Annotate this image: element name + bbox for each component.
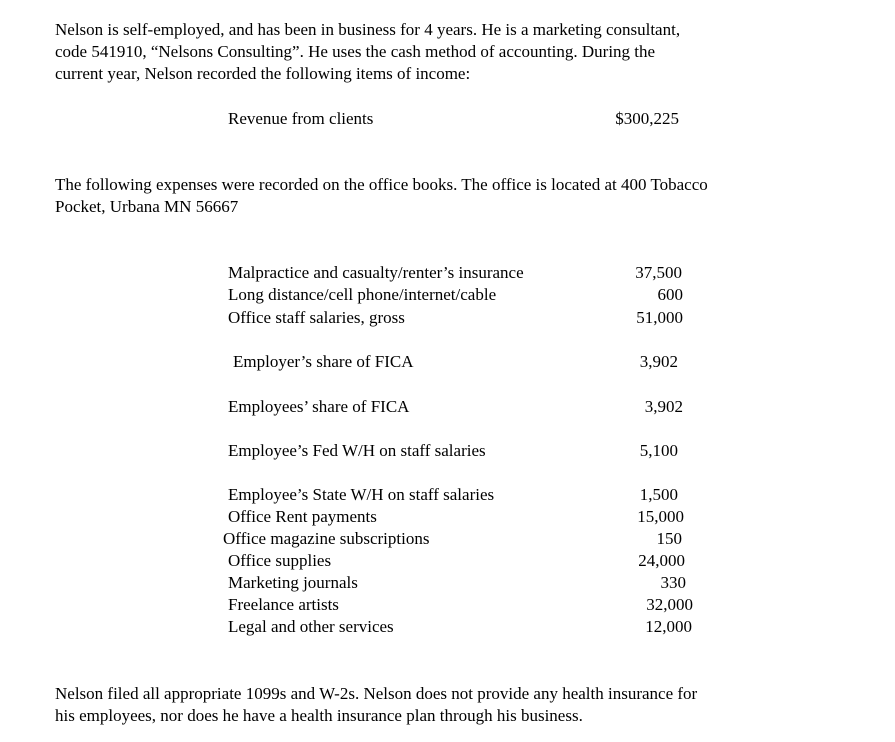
income-row bbox=[0, 108, 895, 130]
expenses-intro-paragraph bbox=[55, 174, 855, 218]
expense-amount: 15,000 bbox=[637, 507, 684, 526]
closing-line-2: his employees, nor does he have a health insurance plan through his business. bbox=[55, 706, 583, 725]
expense-label: Employee’s State W/H on staff salaries bbox=[228, 485, 495, 504]
expense-amount: 12,000 bbox=[645, 617, 692, 636]
expense-label: Legal and other services bbox=[228, 617, 394, 636]
expense-label: Office supplies bbox=[228, 551, 332, 570]
income-label: Revenue from clients bbox=[228, 109, 374, 128]
expense-label: Office Rent payments bbox=[228, 507, 377, 526]
expense-label: Office staff salaries, gross bbox=[228, 308, 405, 327]
expense-label: Long distance/cell phone/internet/cable bbox=[228, 285, 497, 304]
expense-label: Freelance artists bbox=[228, 595, 339, 614]
expense-amount: 1,500 bbox=[639, 485, 678, 504]
expense-amount: 330 bbox=[660, 573, 686, 592]
expense-amount: 24,000 bbox=[638, 551, 685, 570]
intro-line-2: code 541910, “Nelsons Consulting”. He uses the cash method of accounting. During the bbox=[55, 42, 656, 61]
expense-amount: 150 bbox=[656, 529, 682, 548]
expense-row bbox=[0, 572, 895, 594]
expense-row bbox=[0, 262, 895, 284]
expense-row bbox=[0, 594, 895, 616]
intro-paragraph bbox=[55, 19, 855, 85]
expense-row bbox=[0, 616, 895, 638]
expense-row bbox=[0, 506, 895, 528]
expense-label: Office magazine subscriptions bbox=[223, 529, 430, 548]
expenses-intro-line-1: The following expenses were recorded on the office books. The office is located at 400 Tobacco bbox=[55, 175, 708, 194]
expense-row bbox=[0, 307, 895, 329]
expense-label: Employee’s Fed W/H on staff salaries bbox=[228, 441, 486, 460]
expense-amount: 600 bbox=[657, 285, 683, 304]
expense-label: Employees’ share of FICA bbox=[228, 397, 410, 416]
intro-line-3: current year, Nelson recorded the following items of income: bbox=[55, 64, 471, 83]
expense-amount: 3,902 bbox=[644, 397, 683, 416]
expense-row bbox=[0, 484, 895, 506]
expense-label: Marketing journals bbox=[228, 573, 358, 592]
expense-amount: 5,100 bbox=[639, 441, 678, 460]
expense-amount: 3,902 bbox=[639, 352, 678, 371]
intro-line-1: Nelson is self-employed, and has been in business for 4 years. He is a marketing consultant, bbox=[55, 20, 681, 39]
expense-row bbox=[0, 351, 895, 373]
expense-amount: 37,500 bbox=[635, 263, 682, 282]
expense-amount: 32,000 bbox=[646, 595, 693, 614]
closing-line-1: Nelson filed all appropriate 1099s and W-2s. Nelson does not provide any health insurance for bbox=[55, 684, 698, 703]
income-amount: $300,225 bbox=[615, 109, 679, 128]
expense-row bbox=[0, 550, 895, 572]
expense-row bbox=[0, 440, 895, 462]
expense-row bbox=[0, 396, 895, 418]
expense-label: Malpractice and casualty/renter’s insurance bbox=[228, 263, 524, 282]
expense-amount: 51,000 bbox=[636, 308, 683, 327]
expense-label: Employer’s share of FICA bbox=[233, 352, 414, 371]
closing-paragraph bbox=[55, 683, 855, 727]
expenses-intro-line-2: Pocket, Urbana MN 56667 bbox=[55, 197, 239, 216]
expense-row bbox=[0, 284, 895, 306]
expense-row bbox=[0, 528, 895, 550]
